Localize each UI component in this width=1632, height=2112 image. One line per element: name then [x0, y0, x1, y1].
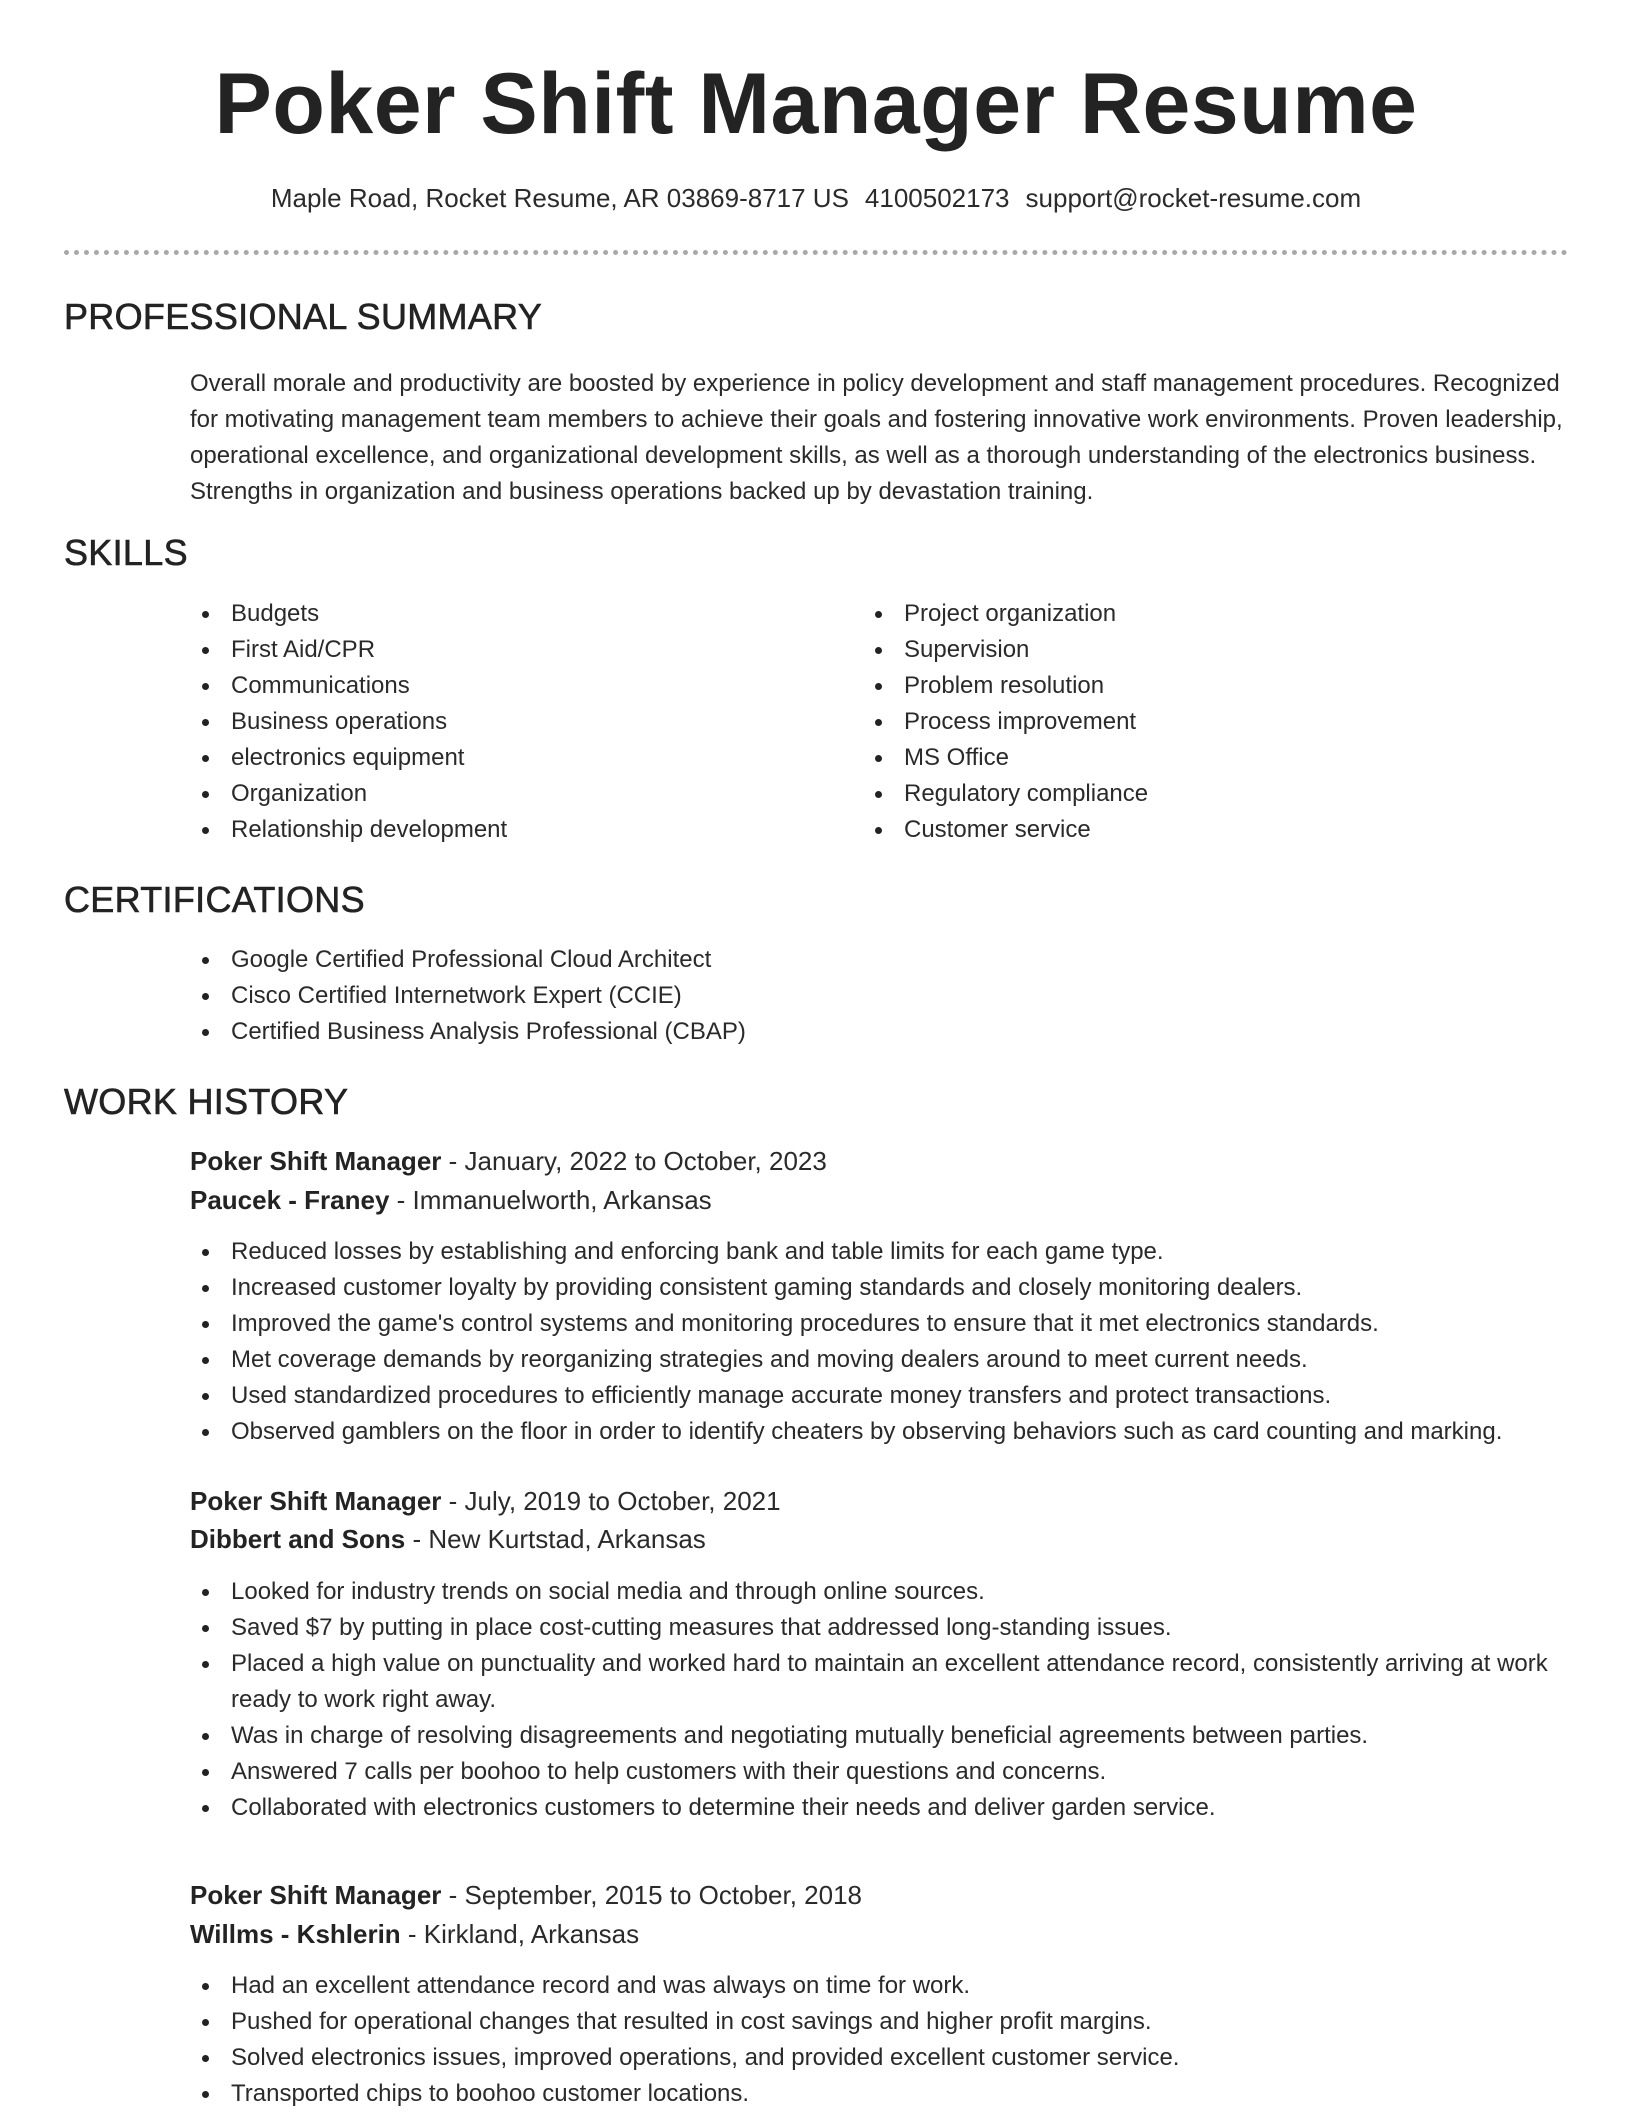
- job-title: Poker Shift Manager: [190, 1146, 442, 1176]
- certification-item: Certified Business Analysis Professional (CBAP): [188, 1014, 1568, 1050]
- job-bullet: Increased customer loyalty by providing consistent gaming standards and closely monitoring dealers.: [188, 1270, 1588, 1306]
- job-bullets: [188, 1234, 1588, 1450]
- job-bullets: [188, 1968, 1588, 2112]
- skill-item: Project organization: [861, 596, 1521, 632]
- job-title-line: [190, 1482, 781, 1520]
- job-bullet: Met coverage demands by reorganizing strategies and moving dealers around to meet current needs.: [188, 1342, 1588, 1378]
- job-location: - New Kurtstad, Arkansas: [405, 1524, 706, 1554]
- skill-item: First Aid/CPR: [188, 632, 808, 668]
- job-dates: - January, 2022 to October, 2023: [441, 1146, 827, 1176]
- certification-item: Cisco Certified Internetwork Expert (CCIE): [188, 978, 1568, 1014]
- skills-list-right: [861, 596, 1521, 848]
- job-location: - Kirkland, Arkansas: [400, 1919, 640, 1949]
- certification-item: Google Certified Professional Cloud Architect: [188, 942, 1568, 978]
- skill-item: Regulatory compliance: [861, 776, 1521, 812]
- certifications-list: [188, 942, 1568, 1050]
- job-title: Poker Shift Manager: [190, 1486, 442, 1516]
- job-company-line: [190, 1181, 712, 1219]
- job-company-line: [190, 1520, 706, 1558]
- section-title-work-history: WORK HISTORY: [64, 1081, 349, 1122]
- contact-address: Maple Road, Rocket Resume, AR 03869-8717 US: [270, 183, 849, 213]
- job-title: Poker Shift Manager: [190, 1880, 442, 1910]
- job-bullet: Used standardized procedures to efficiently manage accurate money transfers and protect transactions.: [188, 1378, 1588, 1414]
- job-company-line: [190, 1915, 639, 1953]
- job-bullet: Pushed for operational changes that resulted in cost savings and higher profit margins.: [188, 2004, 1588, 2040]
- skill-item: Communications: [188, 668, 808, 704]
- job-bullet: Transported chips to boohoo customer locations.: [188, 2076, 1588, 2112]
- skill-item: Relationship development: [188, 812, 808, 848]
- job-dates: - July, 2019 to October, 2021: [441, 1486, 781, 1516]
- section-title-skills: SKILLS: [64, 532, 188, 573]
- section-title-certifications: CERTIFICATIONS: [64, 879, 365, 920]
- job-bullet: Placed a high value on punctuality and worked hard to maintain an excellent attendance record, consistently arriving at work ready to work right away.: [188, 1646, 1548, 1718]
- page-title: Poker Shift Manager Resume: [214, 56, 1418, 152]
- skill-item: Supervision: [861, 632, 1521, 668]
- skill-item: electronics equipment: [188, 740, 808, 776]
- contact-email: support@rocket-resume.com: [1025, 183, 1362, 213]
- contact-line: [0, 180, 1632, 216]
- summary-text: Overall morale and productivity are boosted by experience in policy development and staff management procedures. Recognized for motivating management team members to achieve their goals and fostering innovative work environments. Proven leadership, operational excellence, and organizational development skills, as well as a thorough understanding of the electronics business. Strengths in organization and business operations backed up by devastation training.: [190, 370, 1563, 505]
- skill-item: Problem resolution: [861, 668, 1521, 704]
- skill-item: Process improvement: [861, 704, 1521, 740]
- skill-item: MS Office: [861, 740, 1521, 776]
- skill-item: Customer service: [861, 812, 1521, 848]
- job-location: - Immanuelworth, Arkansas: [389, 1185, 712, 1215]
- job-bullet: Observed gamblers on the floor in order to identify cheaters by observing behaviors such as card counting and marking.: [188, 1414, 1588, 1450]
- job-bullet: Solved electronics issues, improved operations, and provided excellent customer service.: [188, 2040, 1588, 2076]
- job-company: Paucek - Franey: [190, 1185, 390, 1215]
- job-bullets: [188, 1574, 1548, 1826]
- job-bullet: Was in charge of resolving disagreements and negotiating mutually beneficial agreements between parties.: [188, 1718, 1548, 1754]
- job-title-line: [190, 1142, 827, 1180]
- job-dates: - September, 2015 to October, 2018: [441, 1880, 863, 1910]
- job-bullet: Looked for industry trends on social media and through online sources.: [188, 1574, 1548, 1610]
- skills-list-left: [188, 596, 808, 848]
- skill-item: Business operations: [188, 704, 808, 740]
- contact-phone: 4100502173: [864, 183, 1010, 213]
- job-bullet: Collaborated with electronics customers to determine their needs and deliver garden service.: [188, 1790, 1548, 1826]
- job-bullet: Answered 7 calls per boohoo to help customers with their questions and concerns.: [188, 1754, 1548, 1790]
- job-bullet: Saved $7 by putting in place cost-cutting measures that addressed long-standing issues.: [188, 1610, 1548, 1646]
- job-title-line: [190, 1876, 862, 1914]
- section-title-summary: PROFESSIONAL SUMMARY: [64, 296, 543, 337]
- job-company: Willms - Kshlerin: [190, 1919, 401, 1949]
- header-divider: [64, 250, 1568, 255]
- skill-item: Budgets: [188, 596, 808, 632]
- job-bullet: Reduced losses by establishing and enforcing bank and table limits for each game type.: [188, 1234, 1588, 1270]
- job-bullet: Improved the game's control systems and monitoring procedures to ensure that it met electronics standards.: [188, 1306, 1588, 1342]
- job-bullet: Had an excellent attendance record and was always on time for work.: [188, 1968, 1588, 2004]
- job-company: Dibbert and Sons: [190, 1524, 406, 1554]
- skill-item: Organization: [188, 776, 808, 812]
